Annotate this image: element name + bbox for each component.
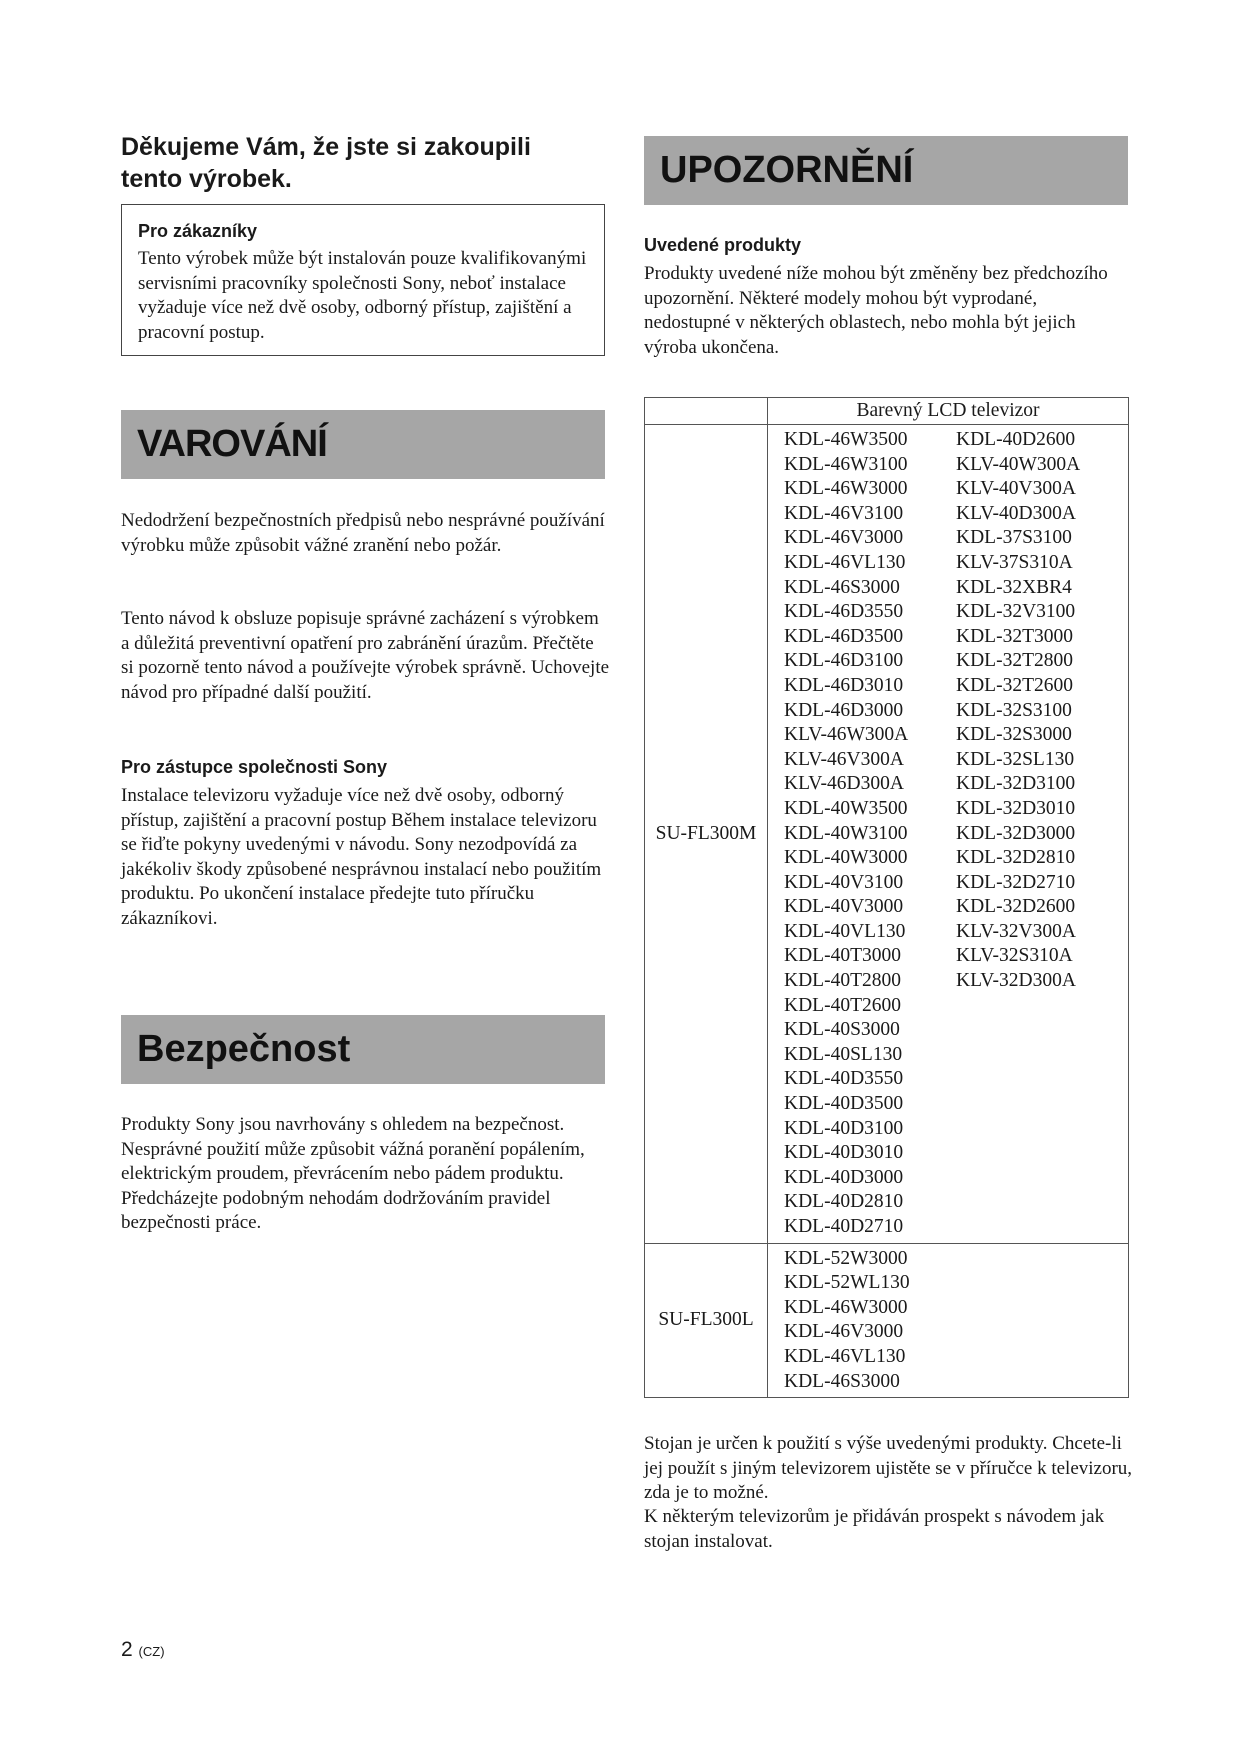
tv-model-item: KDL-52WL130 — [784, 1272, 910, 1294]
tv-model-item: KDL-46D3010 — [784, 674, 904, 696]
tv-models-column-1 — [784, 428, 956, 1240]
tv-model-item: KLV-32V300A — [956, 920, 1076, 942]
tv-model-item: KDL-32V3100 — [956, 601, 1076, 623]
table-header-row — [645, 398, 1129, 425]
tv-model-item: KDL-46S3000 — [784, 1370, 900, 1392]
tv-model-item: KDL-40SL130 — [784, 1043, 903, 1065]
customer-notice-box — [121, 204, 605, 356]
table-header-empty — [645, 398, 768, 425]
tv-model-item: KDL-46VL130 — [784, 1345, 906, 1367]
notice-banner: UPOZORNĚNÍ — [644, 136, 1128, 205]
table-header-tv: Barevný LCD televizor — [768, 398, 1129, 425]
warning-paragraph-2: Tento návod k obsluze popisuje správné zacházení s výrobkem a důležitá preventivní opatření pro zabránění úrazům. Přečtěte si pozorně tento návod a používejte výrobek správně. Uchovejte návod pro případné další použití. — [121, 608, 610, 703]
tv-model-item: KLV-46D300A — [784, 773, 904, 795]
stand-model-cell: SU-FL300L — [645, 1243, 768, 1398]
stand-usage-text: Stojan je určen k použití s výše uvedenými produkty. Chcete-li jej použít s jiným televizorem ujistěte se v příručce k televizoru, zda je to možné. — [644, 1433, 1133, 1503]
tv-model-item: KDL-46V3000 — [784, 1321, 904, 1343]
tv-models-column-2 — [956, 1247, 1128, 1395]
tv-models-cell — [768, 425, 1129, 1244]
tv-model-item: KDL-32D2710 — [956, 871, 1076, 893]
tv-model-item: KDL-32SL130 — [956, 748, 1075, 770]
tv-model-item: KDL-32S3000 — [956, 724, 1072, 746]
tv-model-item: KDL-46VL130 — [784, 551, 906, 573]
page-number — [121, 1638, 165, 1662]
tv-model-item: KDL-32D3100 — [956, 773, 1076, 795]
tv-model-item: KLV-32D300A — [956, 970, 1076, 992]
sony-rep-text: Instalace televizoru vyžaduje více než dvě osoby, odborný přístup, zajištění a pracovní postup Během instalace televizoru se řiďte pokyny uvedenými v návodu. Sony nezodpovídá za jakékoliv škody způsobené nesprávnou instalací nebo použitím produktu. Po ukončení instalace předejte tuto příručku zákazníkovi. — [121, 785, 602, 929]
page-language: (CZ) — [138, 1644, 165, 1659]
products-heading: Uvedené produkty — [644, 235, 802, 255]
tv-model-item: KDL-46W3100 — [784, 453, 908, 475]
warning-banner: VAROVÁNÍ — [121, 410, 605, 479]
tv-models-cell — [768, 1243, 1129, 1398]
tv-model-item: KDL-52W3000 — [784, 1247, 908, 1269]
tv-model-item: KDL-40D3100 — [784, 1117, 904, 1139]
tv-model-item: KDL-32T2800 — [956, 650, 1073, 672]
tv-model-item: KLV-46V300A — [784, 748, 904, 770]
table-row — [645, 425, 1129, 1244]
tv-model-item: KDL-40W3100 — [784, 822, 908, 844]
tv-model-item: KDL-32D2600 — [956, 896, 1076, 918]
tv-model-item: KDL-46V3100 — [784, 502, 904, 524]
customer-box-text: Tento výrobek může být instalován pouze kvalifikovanými servisními pracovníky společnosti Sony, neboť instalace vyžaduje více než dvě osoby, odborný přístup, zajištění a pracovní postup. — [138, 248, 587, 343]
table-row — [645, 1243, 1129, 1398]
tv-model-item: KDL-32D3010 — [956, 797, 1076, 819]
tv-model-item: KDL-40D3000 — [784, 1166, 904, 1188]
safety-banner: Bezpečnost — [121, 1015, 605, 1084]
tv-model-item: KDL-40D2710 — [784, 1216, 904, 1237]
tv-model-item: KDL-46W3500 — [784, 429, 908, 450]
tv-model-item: KDL-40W3000 — [784, 847, 908, 869]
tv-model-item: KLV-37S310A — [956, 551, 1073, 573]
products-text: Produkty uvedené níže mohou být změněny bez předchozího upozornění. Některé modely mohou být vyprodané, nedostupné v některých oblastech, nebo mohla být jejich výroba ukončena. — [644, 263, 1108, 358]
tv-model-item: KDL-40T3000 — [784, 945, 901, 967]
tv-model-item: KDL-40S3000 — [784, 1019, 900, 1041]
page-number-value: 2 — [121, 1638, 133, 1661]
tv-model-item: KDL-32S3100 — [956, 699, 1072, 721]
tv-models-column-1 — [784, 1247, 956, 1395]
tv-model-item: KDL-46D3550 — [784, 601, 904, 623]
tv-model-item: KDL-32D3000 — [956, 822, 1076, 844]
tv-model-item: KDL-46D3000 — [784, 699, 904, 721]
tv-model-item: KLV-40D300A — [956, 502, 1076, 524]
tv-model-item: KLV-32S310A — [956, 945, 1073, 967]
tv-model-item: KDL-40VL130 — [784, 920, 906, 942]
page-title: Děkujeme Vám, že jste si zakoupili tento výrobek. — [121, 133, 531, 193]
warning-paragraph-1: Nedodržení bezpečnostních předpisů nebo nesprávné používání výrobku může způsobit vážné zranění nebo požár. — [121, 510, 605, 556]
tv-model-item: KDL-40D2810 — [784, 1191, 904, 1213]
tv-models-column-2 — [956, 428, 1128, 1240]
tv-model-item: KDL-40D3550 — [784, 1068, 904, 1090]
tv-model-item: KDL-40D2600 — [956, 429, 1076, 450]
tv-model-item: KLV-46W300A — [784, 724, 909, 746]
tv-model-item: KDL-40D3500 — [784, 1093, 904, 1115]
tv-model-item: KDL-40V3100 — [784, 871, 904, 893]
tv-model-item: KDL-32D2810 — [956, 847, 1076, 869]
tv-model-item: KDL-40T2600 — [784, 994, 901, 1016]
tv-model-item: KDL-32T2600 — [956, 674, 1073, 696]
tv-model-item: KDL-46D3100 — [784, 650, 904, 672]
tv-model-item: KDL-46D3500 — [784, 625, 904, 647]
tv-model-item: KDL-32XBR4 — [956, 576, 1072, 598]
tv-model-item: KDL-40D3010 — [784, 1142, 904, 1164]
tv-model-item: KDL-32T3000 — [956, 625, 1073, 647]
safety-text: Produkty Sony jsou navrhovány s ohledem na bezpečnost. Nesprávné použití může způsobit vážná poranění popálením, elektrickým proudem, převrácením nebo pádem produktu. Předcházejte podobným nehodám dodržováním pravidel bezpečnosti práce. — [121, 1114, 585, 1233]
installation-leaflet-text: K některým televizorům je přidáván prospekt s návodem jak stojan instalovat. — [644, 1506, 1105, 1552]
tv-model-item: KDL-37S3100 — [956, 527, 1072, 549]
tv-model-item: KLV-40V300A — [956, 478, 1076, 500]
sony-rep-heading: Pro zástupce společnosti Sony — [121, 757, 388, 777]
products-table — [644, 397, 1129, 1398]
tv-model-item: KDL-40V3000 — [784, 896, 904, 918]
tv-model-item: KDL-46W3000 — [784, 478, 908, 500]
tv-model-item: KDL-40W3500 — [784, 797, 908, 819]
tv-model-item: KLV-40W300A — [956, 453, 1081, 475]
tv-model-item: KDL-40T2800 — [784, 970, 901, 992]
tv-model-item: KDL-46S3000 — [784, 576, 900, 598]
tv-model-item: KDL-46V3000 — [784, 527, 904, 549]
tv-model-item: KDL-46W3000 — [784, 1296, 908, 1318]
stand-model-cell: SU-FL300M — [645, 425, 768, 1244]
customer-box-heading: Pro zákazníky — [138, 221, 258, 241]
